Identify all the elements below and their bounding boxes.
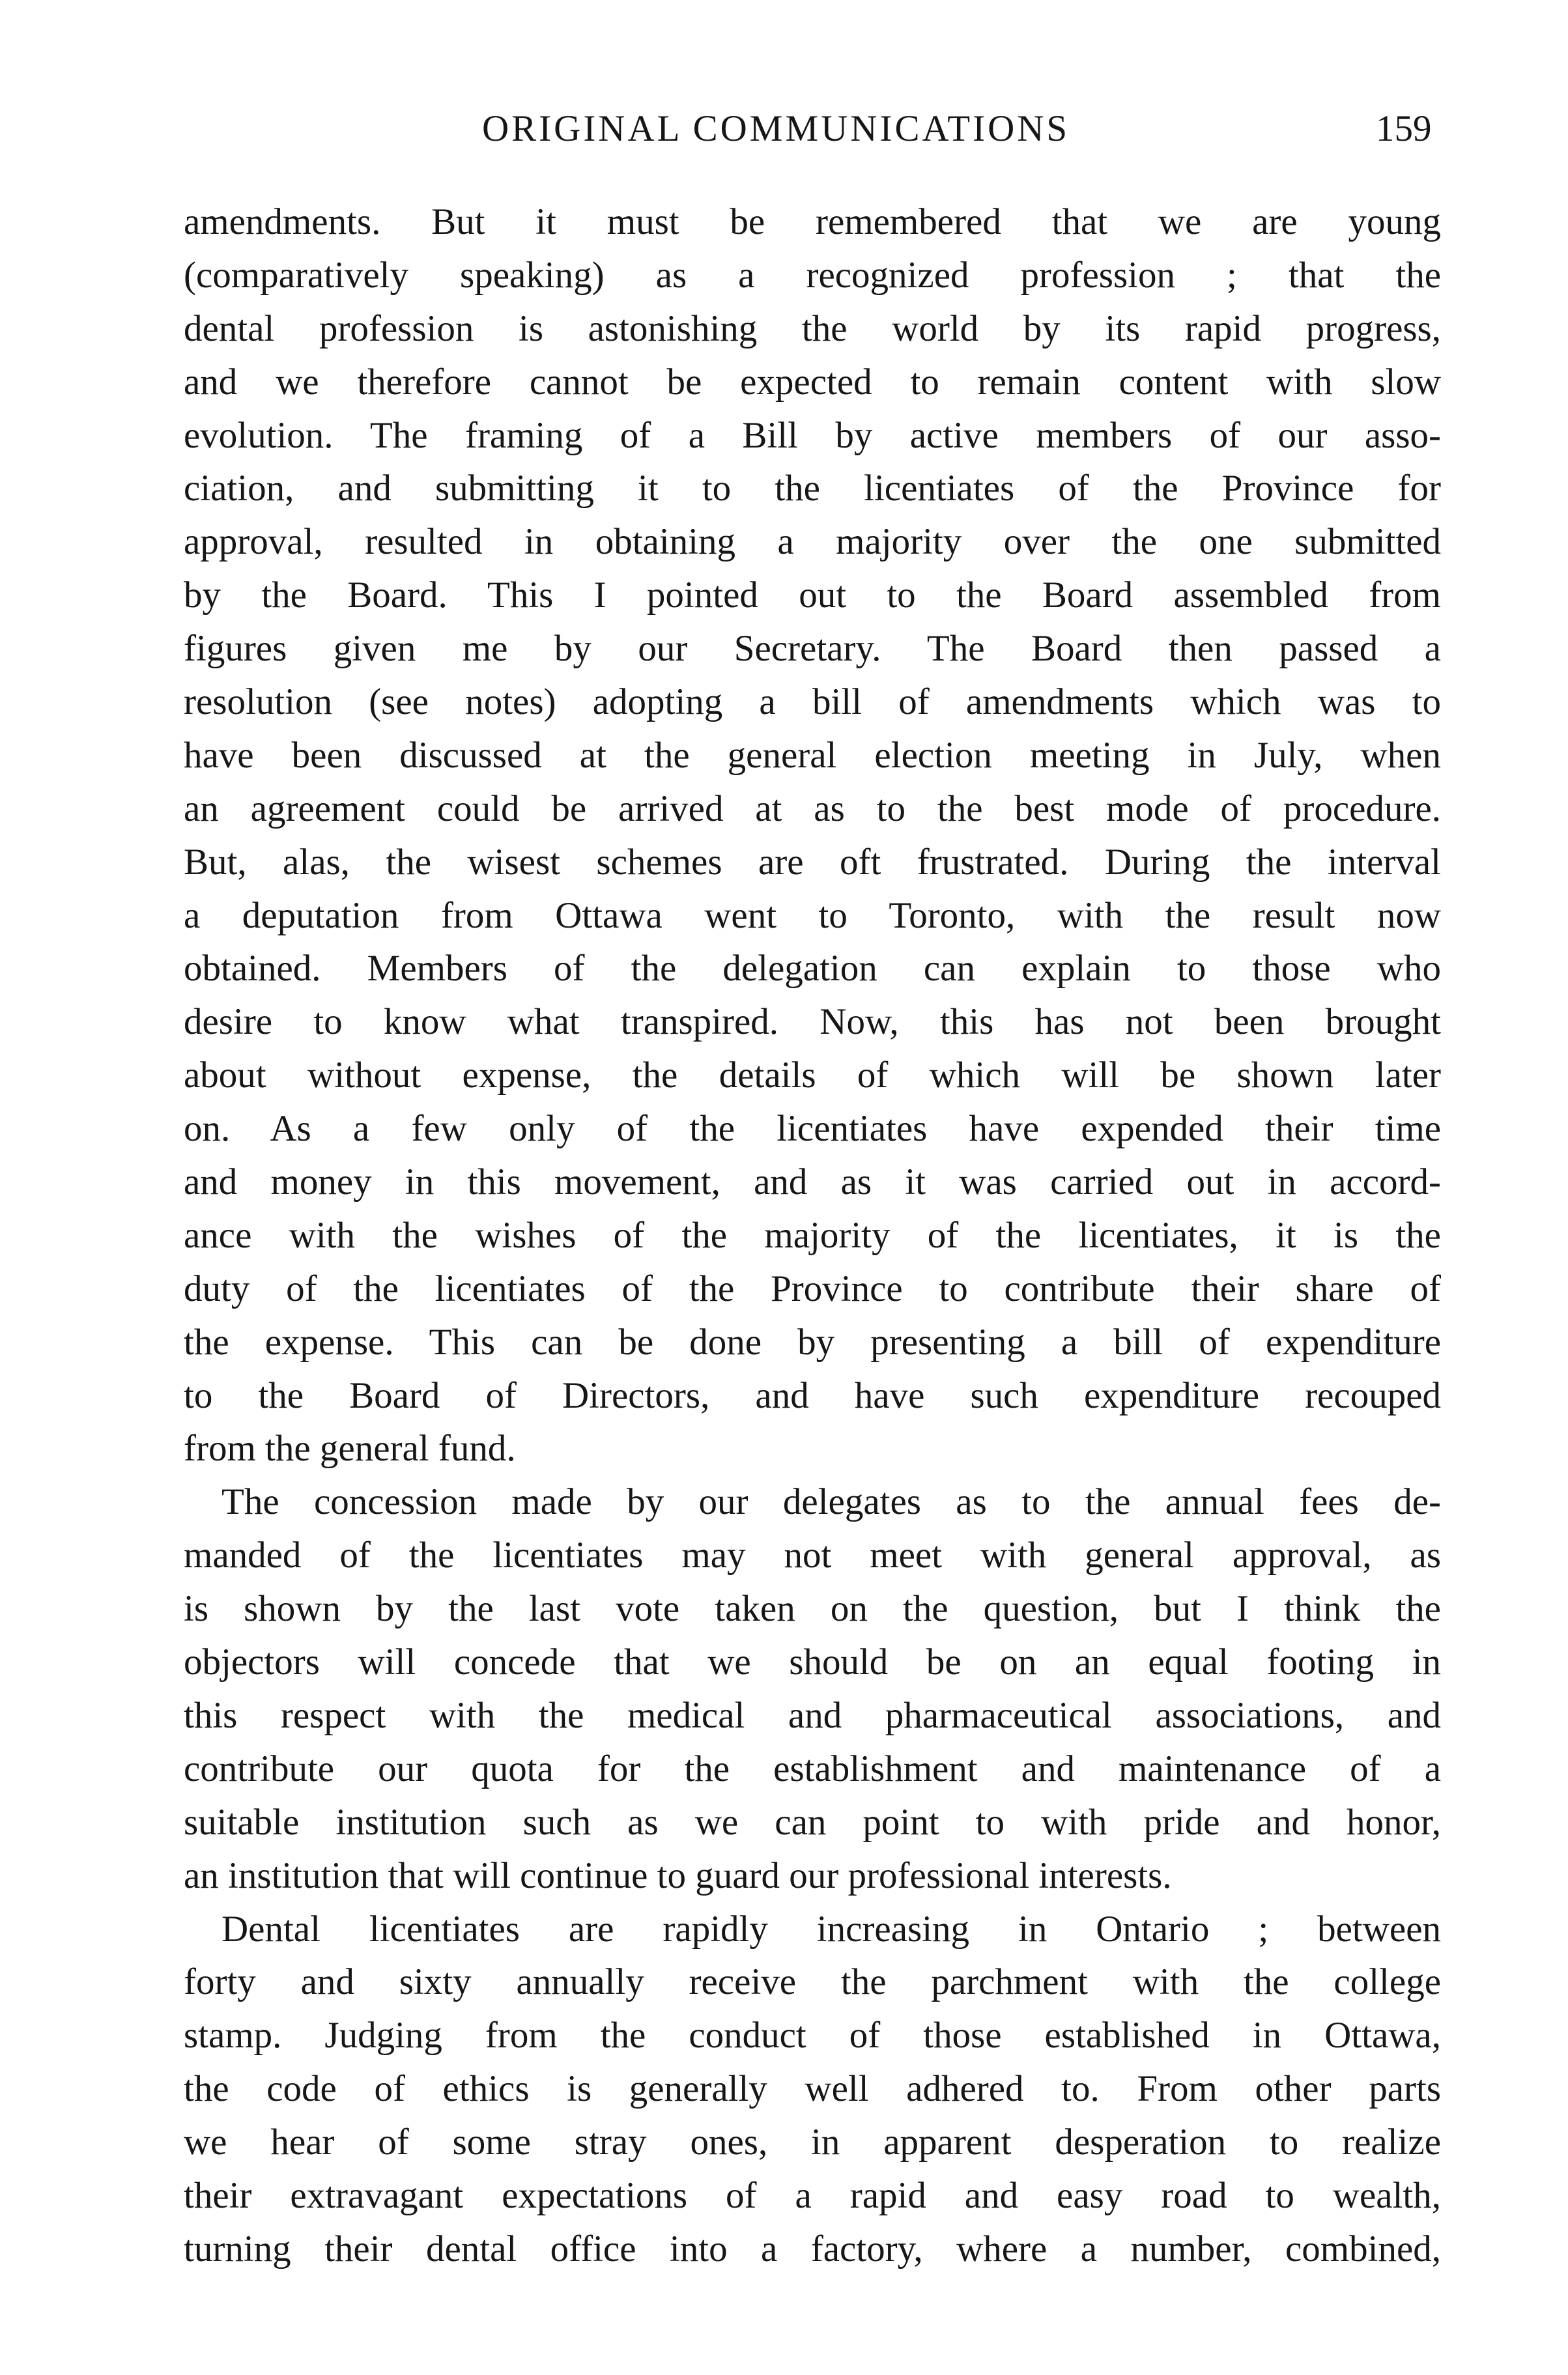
text-line: to the Board of Directors, and have such expenditure recouped — [184, 1374, 1441, 1416]
text-line: have been discussed at the general election meeting in July, when — [184, 734, 1441, 776]
text-line: is shown by the last vote taken on the question, but I think the — [184, 1588, 1441, 1630]
paragraph-annual-fees — [184, 1475, 1441, 1902]
text-line: (comparatively speaking) as a recognized profession ; that the — [184, 254, 1441, 296]
text-line: about without expense, the details of which will be shown later — [184, 1055, 1441, 1096]
text-line: a deputation from Ottawa went to Toronto, with the result now — [184, 894, 1441, 936]
text-line: ance with the wishes of the majority of the licentiates, it is the — [184, 1214, 1441, 1256]
text-line: duty of the licentiates of the Province to contribute their share of — [184, 1268, 1441, 1309]
running-title: ORIGINAL COMMUNICATIONS — [482, 108, 1070, 149]
text-line: forty and sixty annually receive the parchment with the college — [184, 1961, 1441, 2003]
text-line: amendments. But it must be remembered that we are young — [184, 201, 1441, 242]
text-line: dental profession is astonishing the world by its rapid progress, — [184, 307, 1441, 349]
paragraph-bill-amendments — [184, 195, 1441, 1475]
paragraph-dental-licentiates — [184, 1903, 1441, 2276]
text-line: obtained. Members of the delegation can explain to those who — [184, 948, 1441, 989]
text-line: the expense. This can be done by presenting a bill of expenditure — [184, 1321, 1441, 1363]
running-head — [0, 107, 1568, 160]
text-line: we hear of some stray ones, in apparent desperation to realize — [184, 2122, 1441, 2163]
text-line: resolution (see notes) adopting a bill of amendments which was to — [184, 681, 1441, 723]
text-line: turning their dental office into a factory, where a number, combined, — [184, 2228, 1441, 2269]
text-line: evolution. The framing of a Bill by active members of our asso- — [184, 414, 1441, 456]
text-line: and we therefore cannot be expected to remain content with slow — [184, 361, 1441, 403]
text-line: suitable institution such as we can point to with pride and honor, — [184, 1801, 1441, 1843]
text-line: an institution that will continue to guard our professional interests. — [184, 1855, 1172, 1896]
text-line: this respect with the medical and pharmaceutical associations, and — [184, 1694, 1441, 1736]
text-line: figures given me by our Secretary. The Board then passed a — [184, 628, 1441, 670]
text-line: by the Board. This I pointed out to the Board assembled from — [184, 575, 1441, 616]
text-line: on. As a few only of the licentiates have expended their time — [184, 1108, 1441, 1150]
body-text — [184, 195, 1441, 2276]
text-line: objectors will concede that we should be on an equal footing in — [184, 1642, 1441, 1683]
text-line: approval, resulted in obtaining a majority over the one submitted — [184, 521, 1441, 563]
text-line: the code of ethics is generally well adhered to. From other parts — [184, 2068, 1441, 2110]
page-number: 159 — [1376, 108, 1432, 149]
text-line: Dental licentiates are rapidly increasing in Ontario ; between — [221, 1908, 1441, 1950]
text-line: contribute our quota for the establishment and maintenance of a — [184, 1748, 1441, 1789]
text-line: The concession made by our delegates as to the annual fees de- — [221, 1481, 1441, 1523]
text-line: and money in this movement, and as it was carried out in accord- — [184, 1161, 1441, 1203]
text-line: an agreement could be arrived at as to the best mode of procedure. — [184, 788, 1441, 829]
text-line: desire to know what transpired. Now, this has not been brought — [184, 1001, 1441, 1043]
text-line: stamp. Judging from the conduct of those established in Ottawa, — [184, 2015, 1441, 2056]
text-line: But, alas, the wisest schemes are oft frustrated. During the interval — [184, 841, 1441, 883]
text-line: ciation, and submitting it to the licentiates of the Province for — [184, 468, 1441, 509]
text-line: from the general fund. — [184, 1428, 516, 1470]
text-line: their extravagant expectations of a rapid and easy road to wealth, — [184, 2174, 1441, 2216]
text-line: manded of the licentiates may not meet with general approval, as — [184, 1535, 1441, 1576]
